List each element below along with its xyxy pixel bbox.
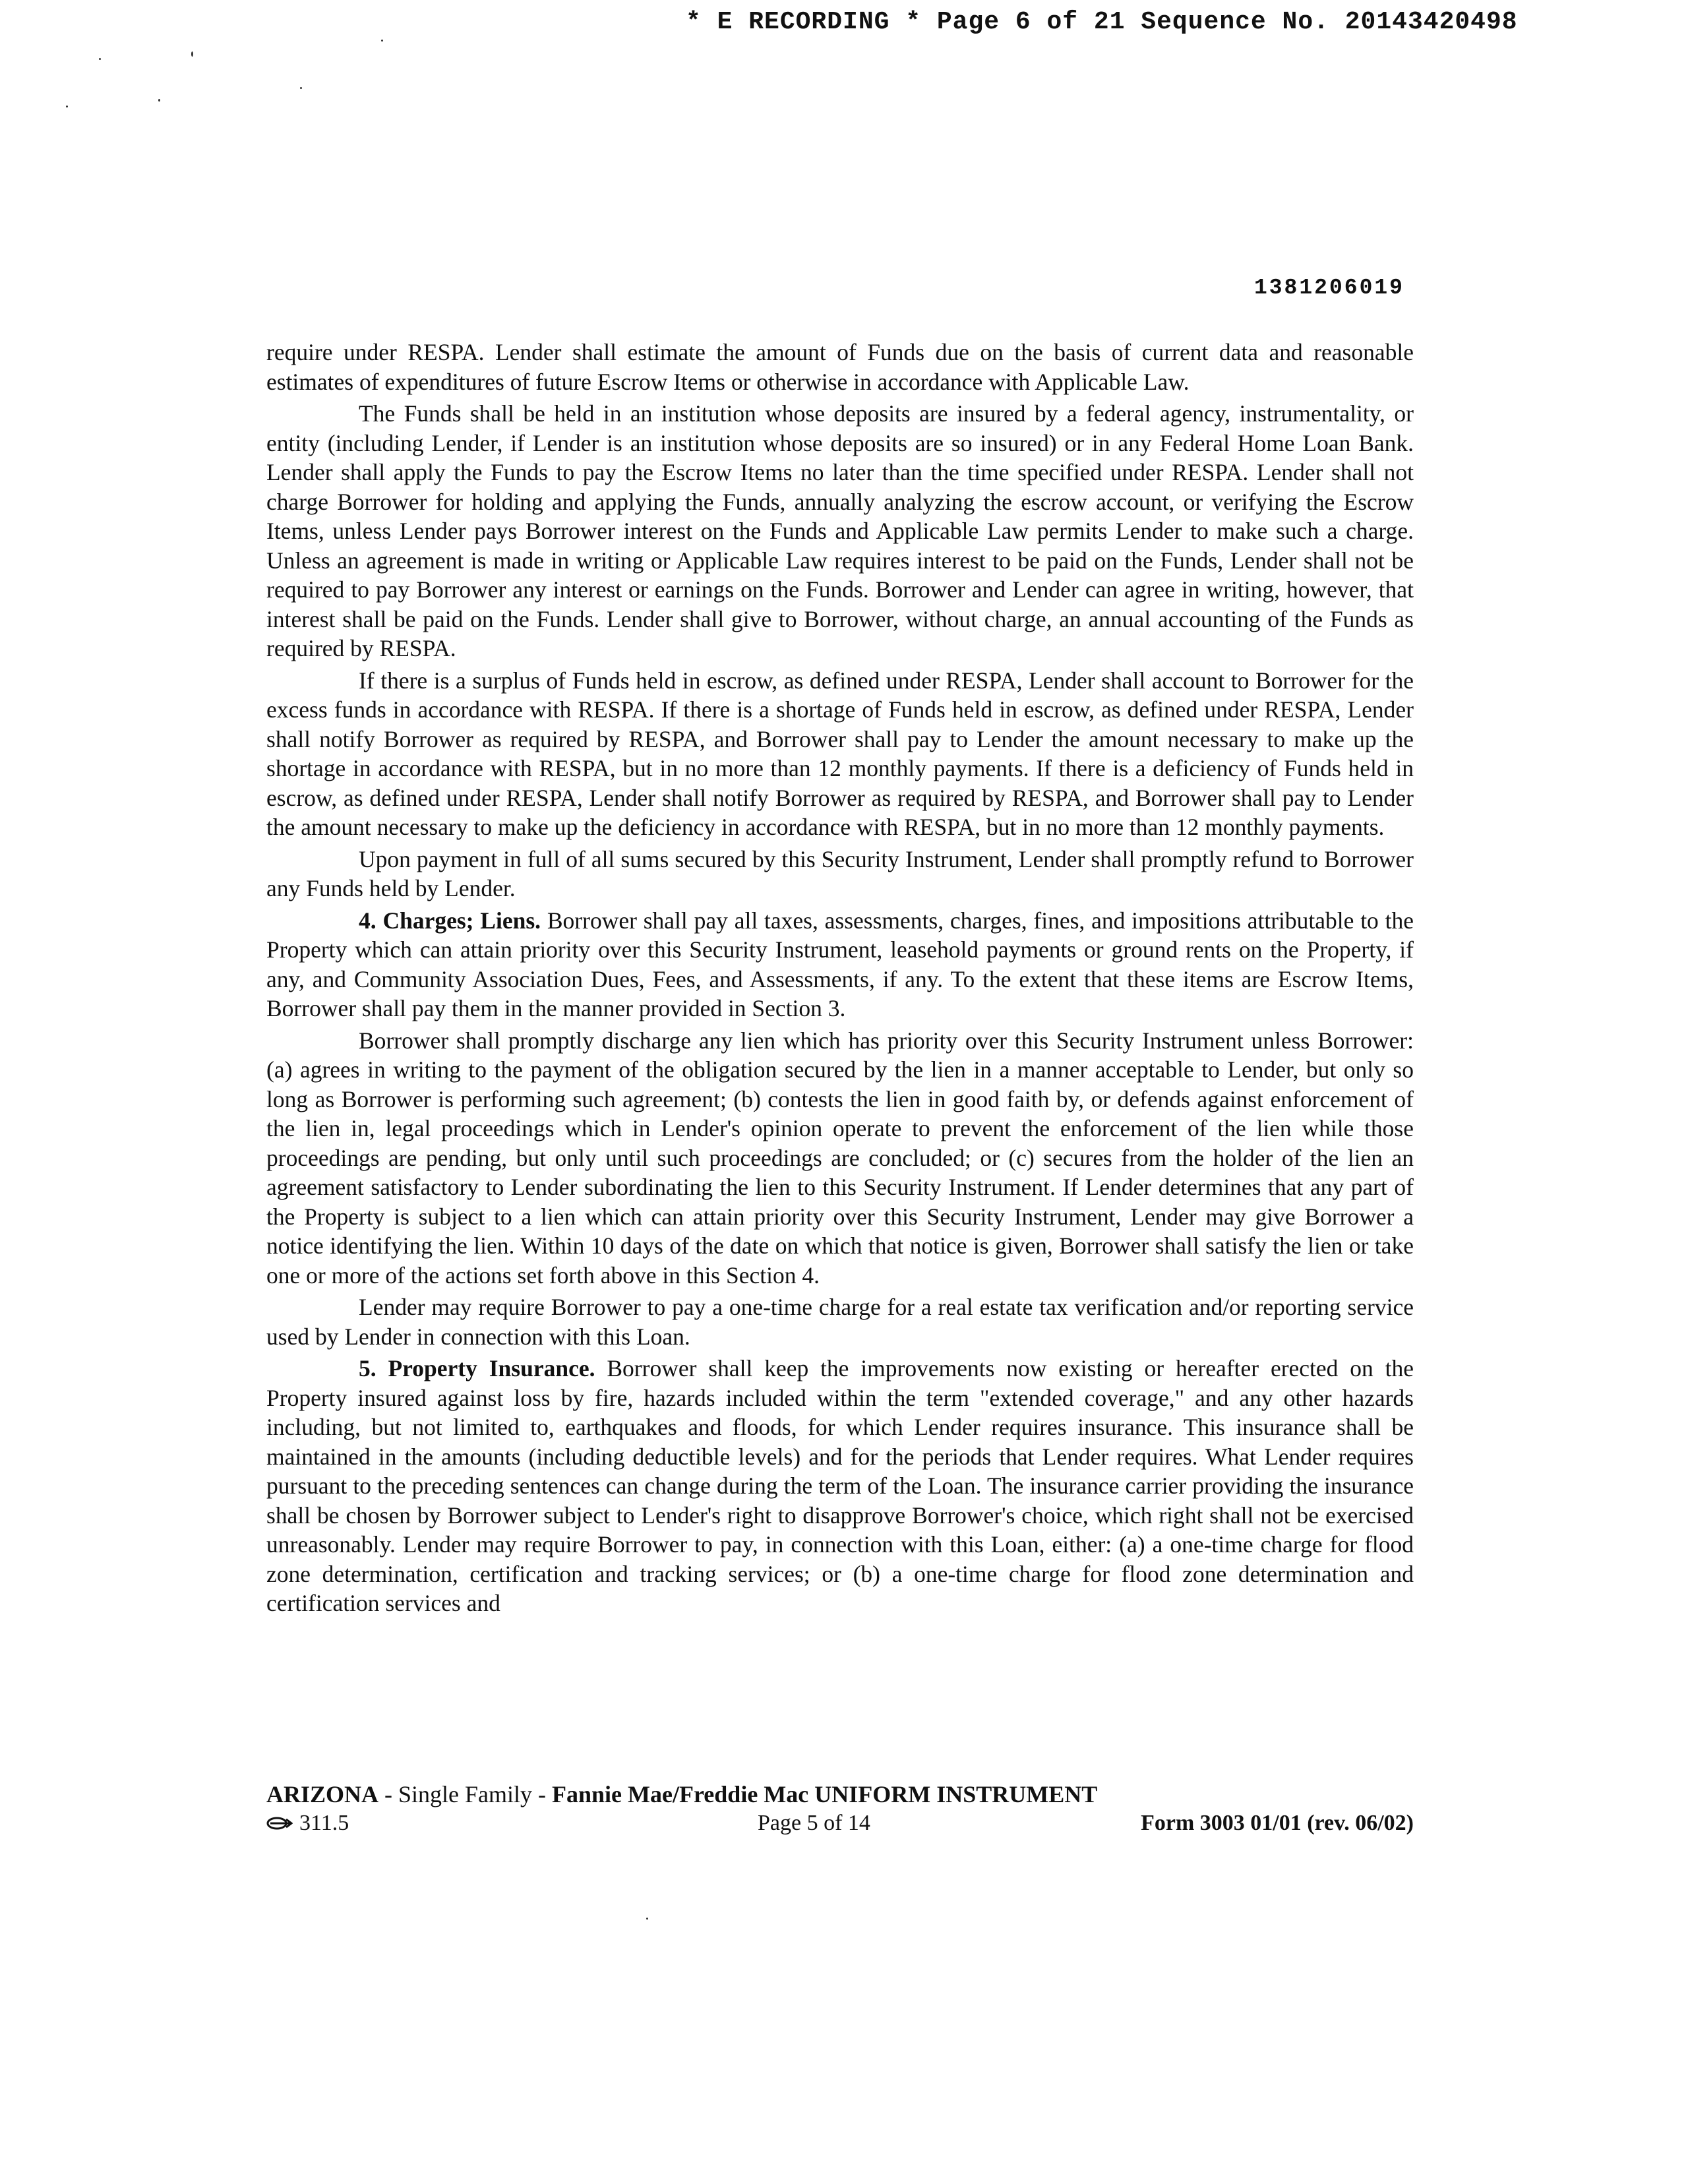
scan-speck: [300, 87, 302, 89]
footer-form-title: [266, 1780, 1414, 1808]
scan-speck: [381, 40, 383, 42]
recording-header: * E RECORDING * Page 6 of 21 Sequence No. 20143420498: [686, 8, 1518, 36]
footer-type: - Single Family -: [378, 1781, 553, 1807]
section-property-insurance: [266, 1354, 1414, 1618]
paragraph-refund: Upon payment in full of all sums secured by this Security Instrument, Lender shall promptly refund to Borrower any Funds held by Lender.: [266, 845, 1414, 901]
footer-state: ARIZONA: [266, 1781, 379, 1807]
scan-speck: [66, 106, 68, 107]
footer-form-code-text: 311.5: [299, 1811, 349, 1835]
section-charges-liens: [266, 906, 1414, 1023]
section-charges-text: Borrower shall pay all taxes, assessments, charges, fines, and impositions attributable to the Property which can attain priority over this Security Instrument, leasehold payments or ground rents on the Property, if any, and Community Association Dues, Fees, and Assessments, if any. To the extent that these items are Escrow Items, Borrower shall pay them in the manner provided in Section 3.: [266, 907, 1414, 1021]
footer-page-number: Page 5 of 14: [758, 1811, 870, 1835]
paragraph-discharge-lien: Borrower shall promptly discharge any lien which has priority over this Security Instrument unless Borrower: (a) agrees in writing to the payment of the obligation secured by the lien in a manner acceptable to Lender, but only so long as Borrower is performing such agreement; (b) contests the lien in good faith by, or defends against enforcement of the lien in, legal proceedings which in Lender's opinion operate to prevent the enforcement of the lien while those proceedings are pending, but only until such proceedings are concluded; or (c) secures from the holder of the lien an agreement satisfactory to Lender subordinating the lien to this Security Instrument. If Lender determines that any part of the Property is subject to a lien which can attain priority over this Security Instrument, Lender may give Borrower a notice identifying the lien. Within 10 days of the date on which that notice is given, Borrower shall satisfy the lien or take one or more of the actions set forth above in this Section 4.: [266, 1027, 1414, 1289]
loan-number: 1381206019: [1253, 276, 1404, 300]
footer-form-code: [266, 1811, 349, 1836]
paragraph-tax-verification: Lender may require Borrower to pay a one-time charge for a real estate tax verification and/or reporting service used by Lender in connection with this Loan.: [266, 1294, 1414, 1350]
vmp-logo-icon: [266, 1816, 293, 1831]
footer-form-number: Form 3003 01/01 (rev. 06/02): [1141, 1811, 1414, 1835]
footer-form-meta: [266, 1811, 1414, 1842]
section-heading-insurance: 5. Property Insurance.: [359, 1355, 595, 1381]
paragraph-surplus: If there is a surplus of Funds held in escrow, as defined under RESPA, Lender shall account to Borrower for the excess funds in accordance with RESPA. If there is a shortage of Funds held in escrow, as defined under RESPA, Lender shall notify Borrower as required by RESPA, and Borrower shall pay to Lender the amount necessary to make up the shortage in accordance with RESPA, but in no more than 12 monthly payments. If there is a deficiency of Funds held in escrow, as defined under RESPA, Lender shall notify Borrower as required by RESPA, and Borrower shall pay to Lender the amount necessary to make up the deficiency in accordance with RESPA, but in no more than 12 monthly payments.: [266, 667, 1414, 840]
scan-speck: [646, 1918, 648, 1920]
section-insurance-text: Borrower shall keep the improvements now existing or hereafter erected on the Property insured against loss by fire, hazards included within the term "extended coverage," and any other hazards including, but not limited to, earthquakes and floods, for which Lender requires insurance. This insurance shall be maintained in the amounts (including deductible levels) and for the periods that Lender requires. What Lender requires pursuant to the preceding sentences can change during the term of the Loan. The insurance carrier providing the insurance shall be chosen by Borrower subject to Lender's right to disapprove Borrower's choice, which right shall not be exercised unreasonably. Lender may require Borrower to pay, in connection with this Loan, either: (a) a one-time charge for flood zone determination, certification and tracking services; or (b) a one-time charge for flood zone determination and certification services and: [266, 1355, 1414, 1616]
scan-speck: [191, 51, 193, 57]
paragraph-escrow-estimate: require under RESPA. Lender shall estimate the amount of Funds due on the basis of current data and reasonable estimates of expenditures of future Escrow Items or otherwise in accordance with Applicable Law.: [266, 339, 1414, 395]
scan-speck: [99, 58, 101, 60]
form-footer: [266, 1780, 1414, 1842]
footer-agencies: Fannie Mae/Freddie Mac UNIFORM INSTRUMENT: [552, 1781, 1098, 1807]
paragraph-funds-held: The Funds shall be held in an institution whose deposits are insured by a federal agency, instrumentality, or entity (including Lender, if Lender is an institution whose deposits are so insured) or in any Federal Home Loan Bank. Lender shall apply the Funds to pay the Escrow Items no later than the time specified under RESPA. Lender shall not charge Borrower for holding and applying the Funds, annually analyzing the escrow account, or verifying the Escrow Items, unless Lender pays Borrower interest on the Funds and Applicable Law permits Lender to make such a charge. Unless an agreement is made in writing or Applicable Law requires interest to be paid on the Funds, Lender shall not be required to pay Borrower any interest or earnings on the Funds. Borrower and Lender can agree in writing, however, that interest shall be paid on the Funds. Lender shall give to Borrower, without charge, an annual accounting of the Funds as required by RESPA.: [266, 400, 1414, 661]
document-body: [266, 338, 1414, 1621]
section-heading-charges: 4. Charges; Liens.: [359, 907, 541, 934]
scan-speck: [158, 99, 160, 102]
